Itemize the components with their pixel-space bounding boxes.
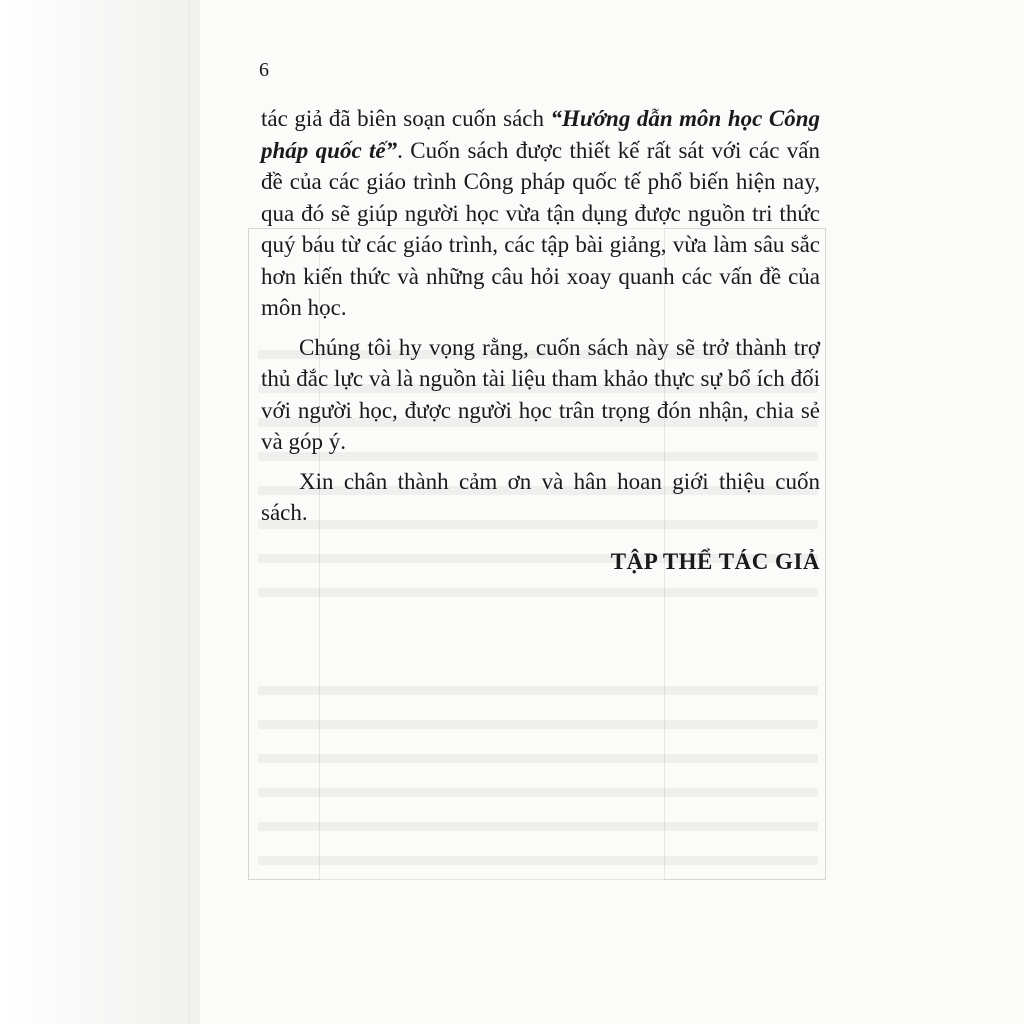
page-gutter	[0, 0, 200, 1024]
bleed-text-line	[258, 686, 818, 695]
paragraph-thanks: Xin chân thành cảm ơn và hân hoan giới thiệu cuốn sách.	[261, 468, 820, 525]
paragraph-hope: Chúng tôi hy vọng rằng, cuốn sách này sẽ trở thành trợ thủ đắc lực và là nguồn tài liệu tham khảo thực sự bổ ích đối với người học, được người học trân trọng đón nhận, chia sẻ và góp ý.	[261, 334, 820, 454]
bleed-text-line	[258, 856, 818, 865]
bleed-text-line	[258, 788, 818, 797]
bleed-text-line	[258, 754, 818, 763]
paragraph-intro	[261, 103, 820, 324]
page-body	[261, 103, 820, 577]
bleed-text-line	[258, 588, 818, 597]
book-title: “Hướng dẫn môn học Công pháp quốc tế”	[261, 106, 820, 163]
page-number: 6	[259, 59, 269, 81]
paragraph-text: tác giả đã biên soạn cuốn sách	[261, 106, 551, 131]
bleed-text-line	[258, 822, 818, 831]
paragraph-text: . Cuốn sách được thiết kế rất sát với các vấn đề của các giáo trình Công pháp quốc tế phổ biến hiện nay, qua đó sẽ giúp người học vừa tận dụng được nguồn tri thức quý báu từ các giáo trình, các tập bài giảng, vừa làm sâu sắc hơn kiến thức và những câu hỏi xoay quanh các vấn đề của môn học.	[261, 137, 821, 320]
author-signature: TẬP THỂ TÁC GIẢ	[610, 548, 820, 574]
page-fold	[188, 0, 190, 1024]
bleed-text-line	[258, 720, 818, 729]
